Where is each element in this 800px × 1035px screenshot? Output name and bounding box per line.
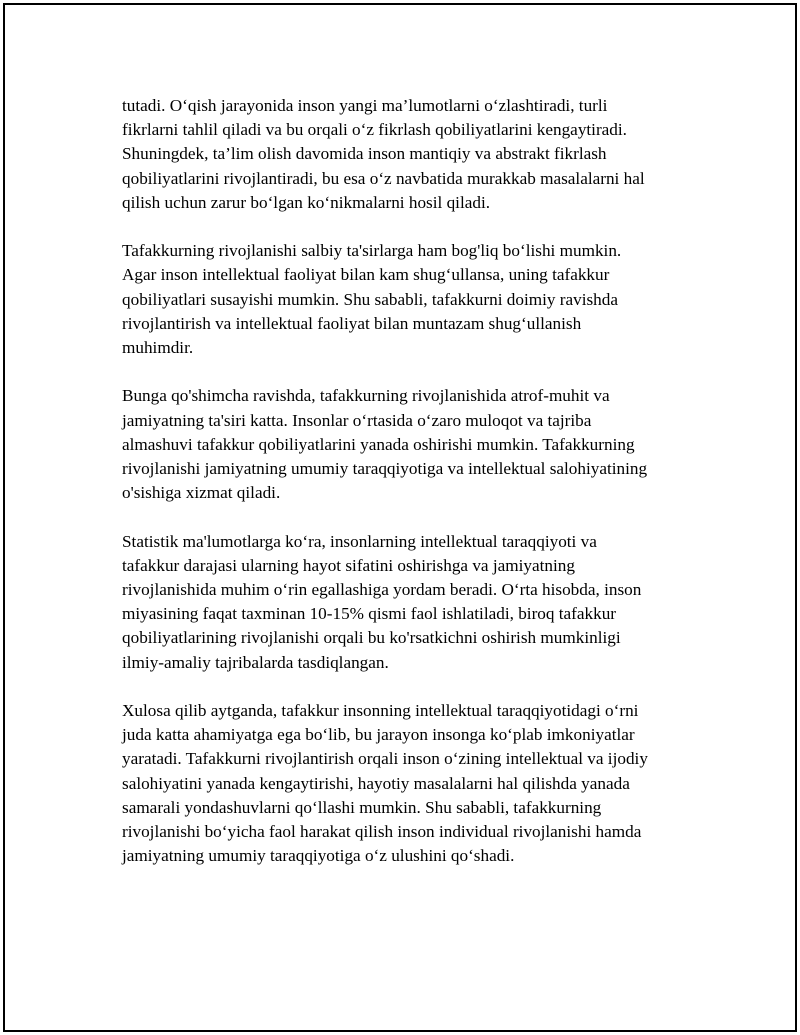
paragraph-2 xyxy=(122,239,697,360)
text-line: rivojlantirish va intellektual faoliyat bilan muntazam shug‘ullanish xyxy=(122,313,582,333)
paragraph-1 xyxy=(122,94,697,215)
paragraph-5 xyxy=(122,699,697,868)
text-line: muhimdir. xyxy=(122,338,194,358)
text-line: ilmiy-amaliy tajribalarda tasdiqlangan. xyxy=(122,652,389,672)
paragraph-4 xyxy=(122,530,697,675)
text-line: juda katta ahamiyatga ega bo‘lib, bu jarayon insonga ko‘plab imkoniyatlar xyxy=(122,725,635,745)
paragraph-3 xyxy=(122,384,697,505)
text-line: almashuvi tafakkur qobiliyatlarini yanada oshirishi mumkin. Tafakkurning xyxy=(122,434,635,454)
text-line: tafakkur darajasi ularning hayot sifatini oshirishga va jamiyatning xyxy=(122,555,575,575)
text-line: Bunga qo'shimcha ravishda, tafakkurning rivojlanishida atrof-muhit va xyxy=(122,386,610,406)
text-line: samarali yondashuvlarni qo‘llashi mumkin. Shu sababli, tafakkurning xyxy=(122,797,602,817)
text-line: salohiyatini yanada kengaytirishi, hayotiy masalalarni hal qilishda yanada xyxy=(122,773,630,793)
text-line: jamiyatning ta'siri katta. Insonlar o‘rtasida o‘zaro muloqot va tajriba xyxy=(122,410,592,430)
text-line: qobiliyatlarini rivojlantiradi, bu esa o‘z navbatida murakkab masalalarni hal xyxy=(122,168,645,188)
text-line: rivojlanishida muhim o‘rin egallashiga yordam beradi. O‘rta hisobda, inson xyxy=(122,580,642,600)
text-line: rivojlanishi jamiyatning umumiy taraqqiyotiga va intellektual salohiyatining xyxy=(122,459,648,479)
text-line: o'sishiga xizmat qiladi. xyxy=(122,483,281,503)
text-line: qobiliyatlarining rivojlanishi orqali bu ko'rsatkichni oshirish mumkinligi xyxy=(122,628,621,648)
text-line: Statistik ma'lumotlarga ko‘ra, insonlarning intellektual taraqqiyoti va xyxy=(122,531,597,551)
text-line: miyasining faqat taxminan 10-15% qismi faol ishlatiladi, biroq tafakkur xyxy=(122,604,617,624)
text-line: Tafakkurning rivojlanishi salbiy ta'sirlarga ham bog'liq bo‘lishi mumkin. xyxy=(122,241,622,261)
text-line: yaratadi. Tafakkurni rivojlantirish orqali inson o‘zining intellektual va ijodiy xyxy=(122,749,648,769)
text-line: fikrlarni tahlil qiladi va bu orqali o‘z fikrlash qobiliyatlarini kengaytiradi. xyxy=(122,120,627,140)
text-line: Shuningdek, ta’lim olish davomida inson mantiqiy va abstrakt fikrlash xyxy=(122,144,607,164)
text-line: qilish uchun zarur bo‘lgan ko‘nikmalarni hosil qiladi. xyxy=(122,192,491,212)
text-line: rivojlanishi bo‘yicha faol harakat qilish inson individual rivojlanishi hamda xyxy=(122,822,642,842)
text-line: qobiliyatlari susayishi mumkin. Shu sababli, tafakkurni doimiy ravishda xyxy=(122,289,618,309)
text-line: Xulosa qilib aytganda, tafakkur insonning intellektual taraqqiyotidagi o‘rni xyxy=(122,701,639,721)
page-frame xyxy=(3,3,797,1032)
text-line: Agar inson intellektual faoliyat bilan kam shug‘ullansa, uning tafakkur xyxy=(122,265,610,285)
document-body xyxy=(122,94,697,893)
text-line: jamiyatning umumiy taraqqiyotiga o‘z ulushini qo‘shadi. xyxy=(122,846,515,866)
text-line: tutadi. O‘qish jarayonida inson yangi ma’lumotlarni o‘zlashtiradi, turli xyxy=(122,96,608,115)
